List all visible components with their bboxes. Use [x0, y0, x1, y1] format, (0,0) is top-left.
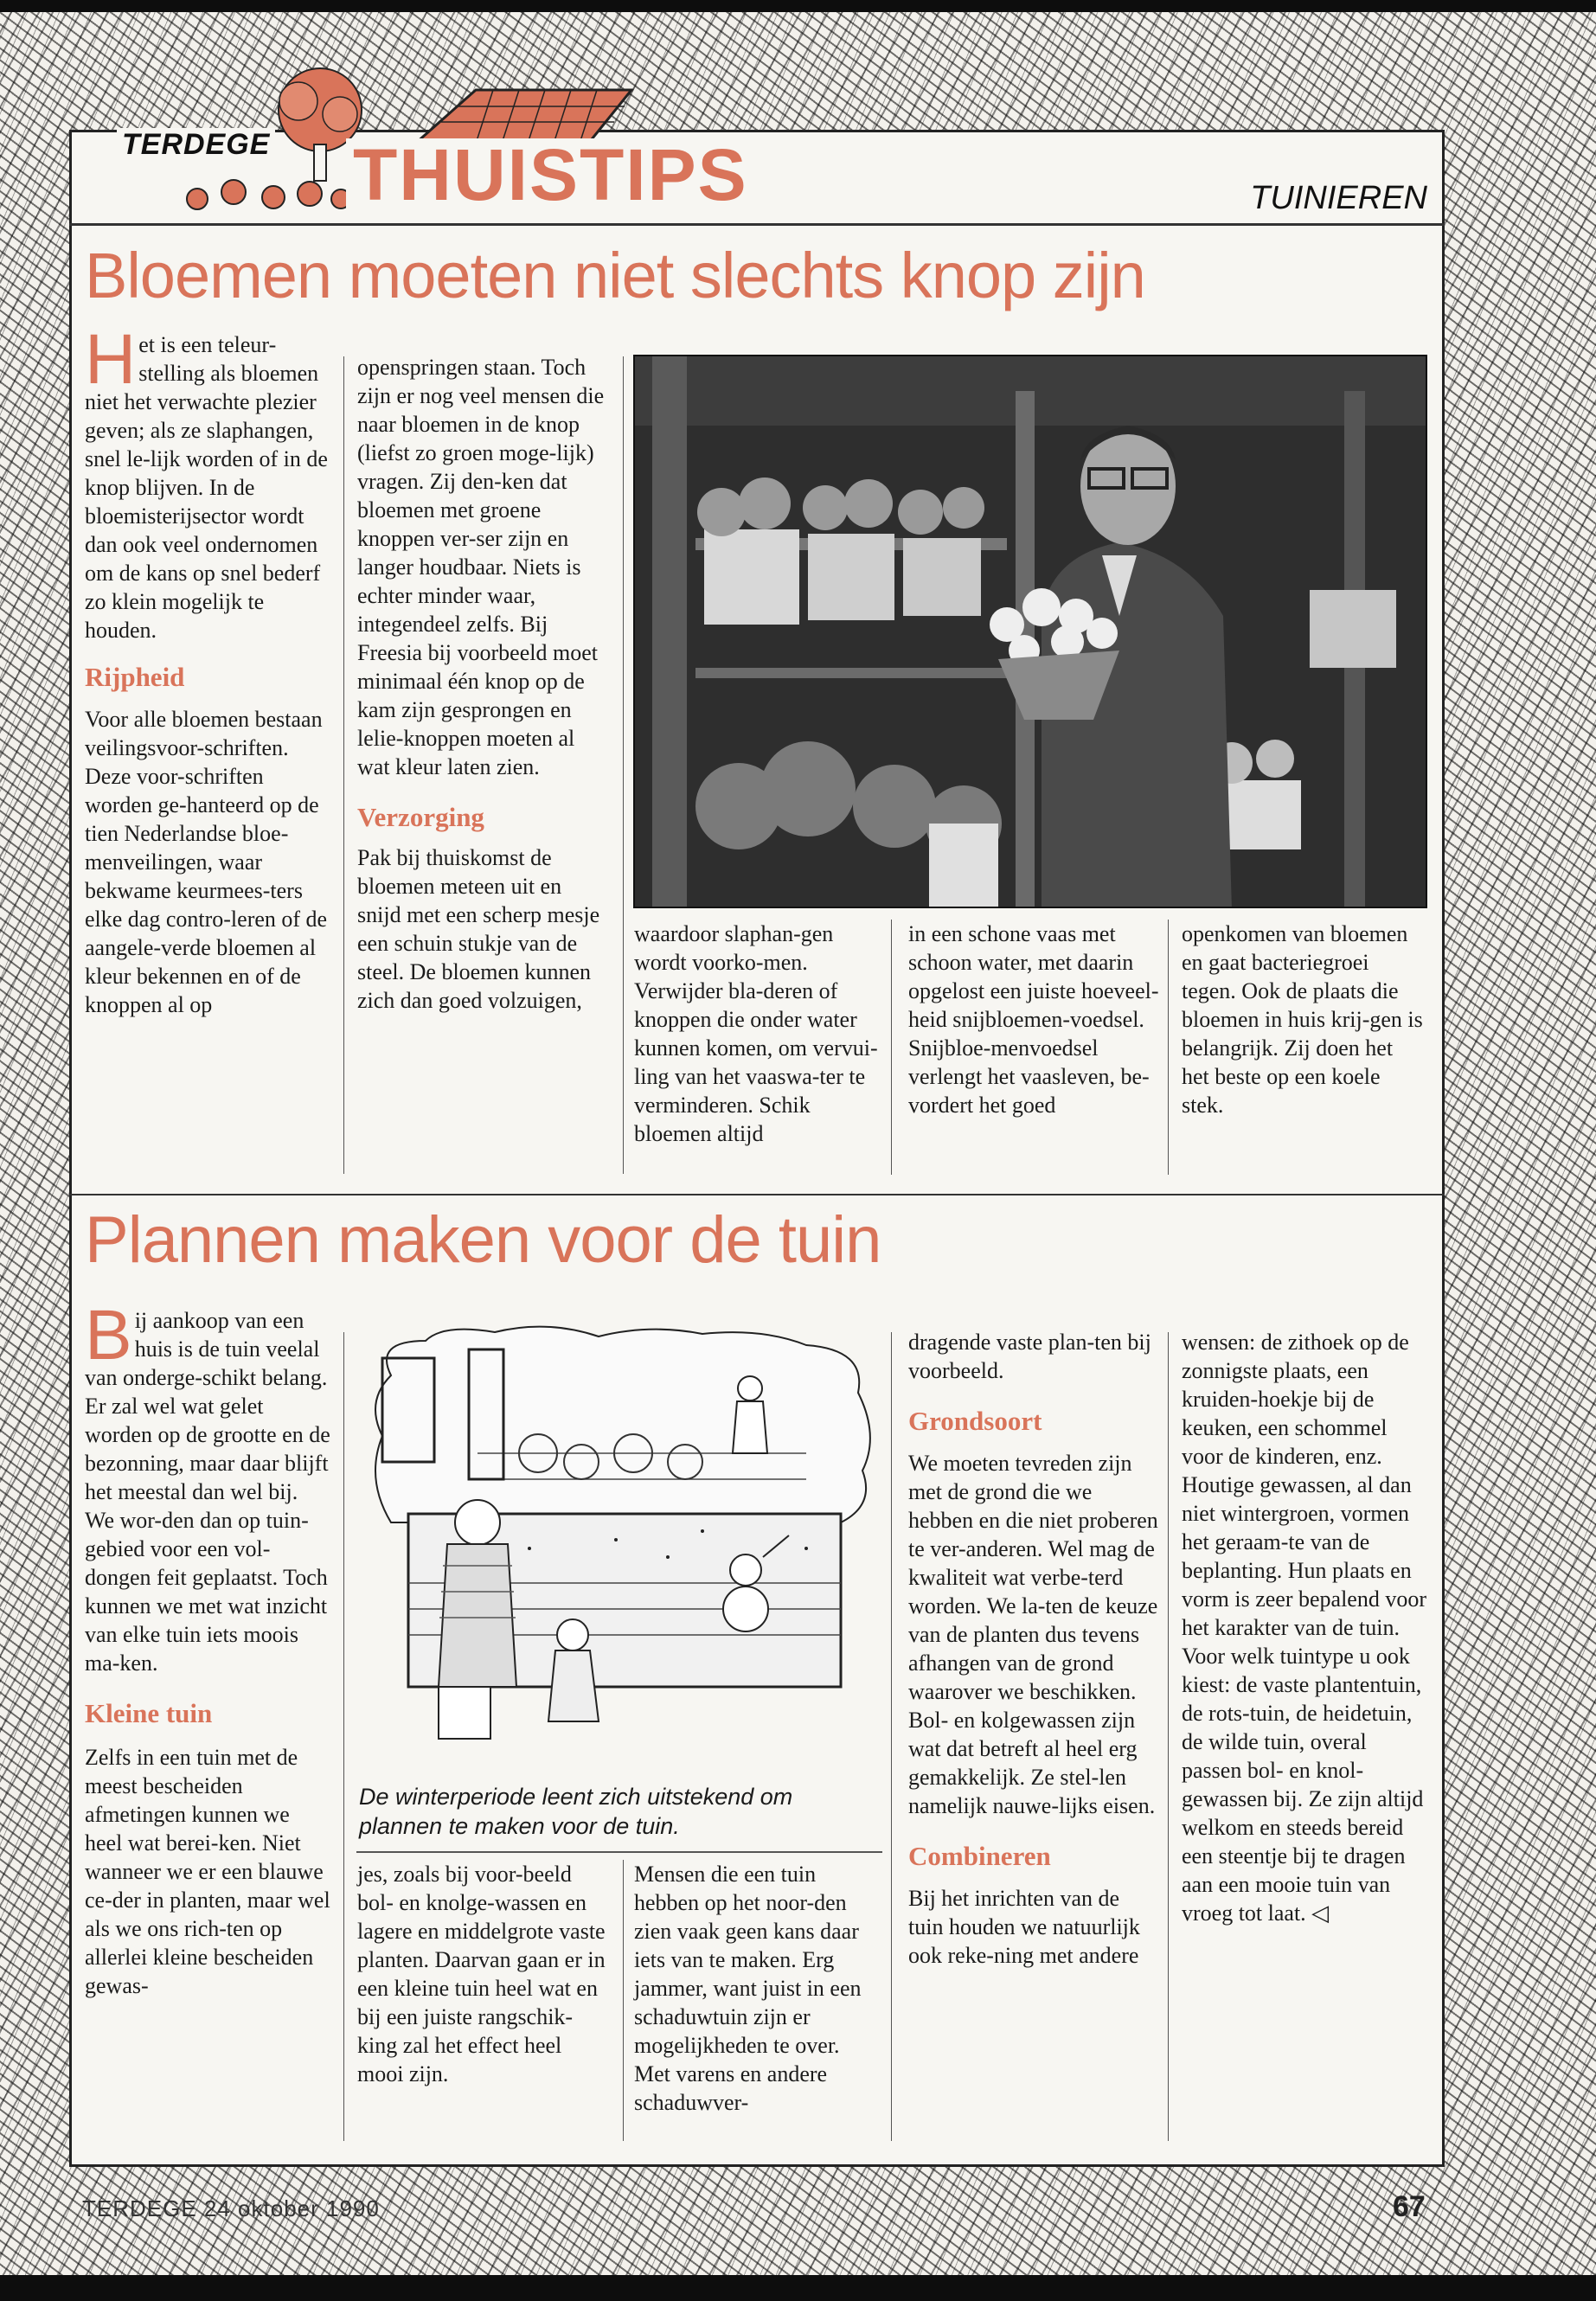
article1-col2 [357, 353, 610, 1015]
section-label: TUINIEREN [1250, 180, 1427, 216]
article2-col4-intro: dragende vaste plan-ten bij voorbeeld. [908, 1330, 1151, 1383]
article2-col3: Mensen die een tuin hebben op het noor-den zien vaak geen kans daar iets van te maken. Erg jammer, want juist in een schaduwtuin zijn er mogelijkheden te over. Met varens en andere schaduwver- [634, 1862, 862, 2115]
article2-col2: jes, zoals bij voor-beeld bol- en knolge-wassen en lagere en middelgrote vaste planten. Daarvan gaan er in een kleine tuin heel wat en bij een juiste rangschik-king zal het effect heel mooi zijn. [357, 1862, 606, 2086]
column-divider [891, 1332, 892, 2141]
article1-col2-body: openspringen staan. Toch zijn er nog veel mensen die naar bloemen in de knop (liefst zo groen moge-lijk) vragen. Zij den-ken dat bloemen met groene knoppen ver-ser zijn en langer houdbaar. Niets is echter minder waar, integendeel zelfs. Bij Freesia bij voorbeeld moet minimaal één knop op de kam zijn gesprongen en lelie-knoppen moeten al wat kleur laten zien. [357, 355, 605, 779]
article2-subheading-combineren: Combineren [908, 1841, 1051, 1871]
article2-subheading-grondsoort: Grondsoort [908, 1406, 1042, 1436]
article1-title: Bloemen moeten niet slechts knop zijn [85, 240, 1145, 311]
article1-col3: waardoor slaphan-gen wordt voorko-men. Verwijder bla-deren of knoppen die onder water kunnen komen, om vervui-ling van het vaaswa-ter te verminderen. Schik bloemen altijd [634, 921, 878, 1146]
article2-title: Plannen maken voor de tuin [85, 1203, 881, 1277]
article1-col1-body: Voor alle bloemen bestaan veilingsvoor-schriften. Deze voor-schriften worden ge-hanteerd op de tien Nederlandse bloe-menveilingen, waar bekwame keurmees-ters elke dag contro-leren of de aangele-verde bloemen al kleur bekennen en of de knoppen al op [85, 707, 328, 1017]
article1-intro: Het is een teleur-stelling als bloemen niet het verwachte plezier geven; als ze slaphangen, snel le-lijk worden of in de knop blijven. In de bloemisterijsector wordt dan ook veel ondernomen om de kans op snel bederf zo klein mogelijk te houden. [85, 320, 328, 643]
article1-col2-body2: Pak bij thuiskomst de bloemen meteen uit en snijd met een scherp mesje een schuin stukje van de steel. De bloemen kunnen zich dan goed volzuigen, [357, 845, 600, 1013]
article2-col1 [85, 1296, 331, 2000]
page-number: 67 [1393, 2190, 1426, 2223]
brand-name: TERDEGE [117, 128, 275, 162]
column-divider [343, 1332, 344, 2141]
article2-col1-body: Zelfs in een tuin met de meest bescheiden afmetingen kunnen we heel wat berei-ken. Niet wanneer we er een blauwe ce-der in planten, maar wel als we ons rich-ten op allerlei kleine bescheiden gewas- [85, 1745, 330, 1998]
column-divider [623, 1860, 624, 2141]
article2-col5: wensen: de zithoek op de zonnigste plaats, een kruiden-hoekje bij de keuken, een schommel voor de kinderen, enz. Houtige gewassen, al dan niet wintergroen, vormen het geraam-te van de beplanting. Hun plaats en vorm is zeer bepalend voor het karakter van de tuin. Voor welk tuintype u ook kiest: de vaste plantentuin, de rots-tuin, de heidetuin, de wilde tuin, overal passen bol- en knol-gewassen bij. Ze zijn altijd welkom en steeds bereid een steentje bij te dragen aan een mooie tuin van vroeg tot laat. ◁ [1182, 1330, 1427, 1926]
florist-photo [633, 355, 1427, 908]
caption-rule [356, 1851, 882, 1853]
article2-dropcap: B [85, 1296, 132, 1375]
article2-col4-body: We moeten tevreden zijn met de grond die we hebben en die niet proberen te ver-anderen. Wel mag de kwaliteit wat verbe-terd worden. We la-ten de keuze van de planten dus tevens afhangen van de grond waarover we beschikken. Bol- en kolgewassen zijn wat dat betreft al heel erg gemakkelijk. Ze stel-len namelijk nauwe-lijks eisen. [908, 1451, 1158, 1818]
drawing-caption: De winterperiode leent zich uitstekend om plannen te maken voor de tuin. [359, 1784, 793, 1839]
column-divider [891, 920, 892, 1175]
article-separator [69, 1194, 1445, 1195]
article1-subheading-rijpheid: Rijpheid [85, 662, 185, 692]
article1-dropcap: H [85, 320, 137, 399]
flowers-icon [180, 173, 353, 216]
column-divider [623, 356, 624, 1174]
header-rule [69, 223, 1445, 226]
bottom-scan-edge [0, 2275, 1596, 2301]
article1-subheading-verzorging: Verzorging [357, 802, 484, 832]
column-divider [343, 356, 344, 1174]
top-scan-edge [0, 0, 1596, 12]
series-title: THUISTIPS [346, 138, 755, 211]
article1-col1 [85, 320, 331, 1019]
article1-col4: in een schone vaas met schoon water, met daarin opgelost een juiste hoeveel-heid snijbloemen-voedsel. Snijbloe-menvoedsel verlengt het vaasleven, be-vordert het goed [908, 921, 1159, 1118]
article2-intro: Bij aankoop van een huis is de tuin veelal van onderge-schikt belang. Er zal wel wat gelet worden op de grootte en de bezonning, maar daar blijft het meestal dan wel bij. We wor-den dan op tuin-gebied voor een vol-dongen feit geplaatst. Toch kunnen we met wat inzicht van elke tuin iets moois ma-ken. [85, 1296, 330, 1676]
article2-col4-body2: Bij het inrichten van de tuin houden we natuurlijk ook reke-ning met andere [908, 1886, 1140, 1968]
column-divider [1168, 920, 1169, 1175]
article2-col4 [908, 1328, 1159, 1970]
article1-col5: openkomen van bloemen en gaat bacteriegroei tegen. Ook de plaats die bloemen in huis krij-gen is belangrijk. Zij doen het het beste op een koele stek. [1182, 921, 1423, 1118]
issue-date: TERDEGE 24 oktober 1990 [82, 2195, 380, 2221]
article2-subheading-kleine-tuin: Kleine tuin [85, 1698, 213, 1728]
garden-planning-drawing [356, 1324, 884, 1756]
column-divider [1168, 1332, 1169, 2141]
